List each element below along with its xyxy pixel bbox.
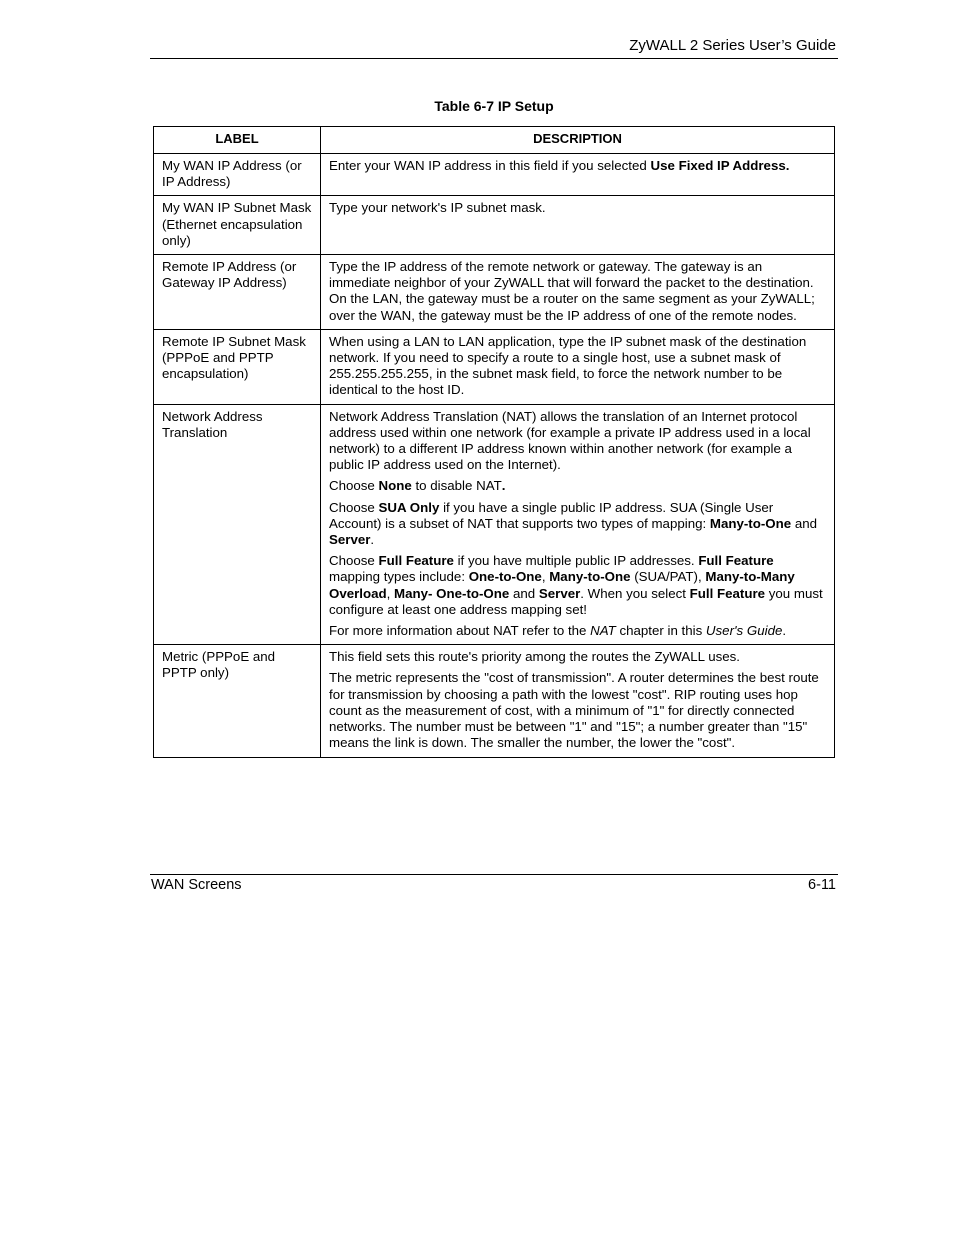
bold-text: Many-to-One [549, 569, 631, 585]
row-description [321, 255, 835, 330]
column-header-description: DESCRIPTION [321, 127, 835, 154]
row-description [321, 154, 835, 196]
description-paragraph [329, 500, 826, 549]
text-run: The metric represents the "cost of transmission". A router determines the best route for transmission by choosing a path with the lowest "cost". RIP routing uses hop count as the measurement of cost, with a minimum of "1" for directly connected networks. The number must be between "1" and "15"; a number greater than "15" means the link is down. The smaller the number, the lower the "cost". [329, 670, 819, 751]
row-label: My WAN IP Subnet Mask (Ethernet encapsulation only) [154, 196, 321, 255]
text-run: Type the IP address of the remote network or gateway. The gateway is an immediate neighbor of your ZyWALL that will forward the packet to the destination. On the LAN, the gateway must be a router on the same segment as your ZyWALL; over the WAN, the gateway must be the IP address of one of the remote nodes. [329, 259, 815, 323]
text-run: Choose [329, 553, 379, 569]
row-label: Remote IP Subnet Mask (PPPoE and PPTP encapsulation) [154, 329, 321, 404]
table-row [154, 196, 835, 255]
bold-text: Full Feature [698, 553, 774, 569]
bold-text: Many-to-One [709, 515, 792, 531]
text-run: you must configure at least one address mapping set! [329, 585, 823, 617]
footer-page-number: 6-11 [808, 877, 836, 893]
bold-text: Many-to-Many Overload [329, 569, 795, 601]
bold-text: . [501, 478, 506, 494]
table-row [154, 645, 835, 757]
text-run: Enter your WAN IP address in this field if you selected [329, 158, 651, 173]
text-run: , [541, 569, 550, 585]
row-label: Remote IP Address (or Gateway IP Address) [154, 255, 321, 330]
text-run: and [509, 585, 539, 601]
description-paragraph [329, 259, 826, 324]
row-label: Metric (PPPoE and PPTP only) [154, 645, 321, 757]
text-run: to disable NAT [411, 478, 502, 494]
row-description [321, 196, 835, 255]
text-run: Type your network's IP subnet mask. [329, 200, 546, 216]
italic-text: User's Guide [705, 623, 783, 639]
footer-section-name: WAN Screens [151, 877, 242, 893]
text-run: . [782, 623, 787, 639]
text-run: Choose [329, 499, 379, 515]
text-run: For more information about NAT refer to the [329, 623, 591, 639]
row-label: My WAN IP Address (or IP Address) [154, 154, 321, 196]
text-run: chapter in this [615, 623, 706, 639]
description-paragraph [329, 409, 826, 474]
description-paragraph [329, 553, 826, 618]
bold-text: Server [329, 532, 371, 548]
text-run: if you have multiple public IP addresses. [453, 553, 699, 569]
description-paragraph [329, 334, 826, 399]
bold-text: Server [538, 585, 581, 601]
column-header-label: LABEL [154, 127, 321, 154]
bold-text: Many- One-to-One [394, 585, 510, 601]
text-run: mapping types include: [329, 569, 469, 585]
description-paragraph [329, 478, 826, 494]
page-header-title: ZyWALL 2 Series User’s Guide [629, 37, 836, 54]
bold-text: Use Fixed IP Address. [650, 158, 790, 173]
header-divider [150, 58, 838, 59]
row-description [321, 329, 835, 404]
bold-text: SUA Only [378, 499, 440, 515]
description-paragraph [329, 623, 826, 639]
bold-text: Full Feature [689, 585, 766, 601]
description-paragraph [329, 200, 826, 216]
description-paragraph [329, 670, 826, 751]
text-run: and [791, 515, 818, 531]
text-run: if you have a single public IP address. SUA (Single User Account) is a subset of NAT that supports two types of mapping: [329, 499, 774, 531]
ip-setup-table [153, 126, 835, 758]
text-run: When using a LAN to LAN application, type the IP subnet mask of the destination network. If you need to specify a route to a single host, use a subnet mask of 255.255.255.255, in the subnet mask field, to force the network number to be identical to the host ID. [329, 333, 807, 398]
table-row [154, 154, 835, 196]
text-run: This field sets this route's priority among the routes the ZyWALL uses. [329, 649, 740, 665]
description-paragraph [329, 158, 826, 174]
table-caption: Table 6-7 IP Setup [434, 98, 554, 114]
row-description [321, 404, 835, 645]
text-run: . [370, 532, 375, 548]
row-description [321, 645, 835, 757]
text-run: (SUA/PAT), [630, 569, 706, 585]
description-paragraph [329, 649, 826, 665]
table-row [154, 329, 835, 404]
text-run: Choose [329, 478, 379, 494]
table-body [154, 154, 835, 758]
bold-text: One-to-One [468, 569, 542, 585]
table-header-row [154, 127, 835, 154]
bold-text: None [378, 478, 412, 494]
bold-text: Full Feature [378, 553, 454, 569]
table-row [154, 404, 835, 645]
table-row [154, 255, 835, 330]
text-run: , [386, 585, 395, 601]
italic-text: NAT [590, 623, 616, 639]
text-run: . When you select [580, 585, 690, 601]
text-run: Network Address Translation (NAT) allows the translation of an Internet protocol address used within one network (for example a private IP address used in a local network) to a different IP address known within another network (for example a public IP address used on the Internet). [329, 408, 811, 473]
footer-divider [150, 874, 838, 875]
row-label: Network Address Translation [154, 404, 321, 645]
